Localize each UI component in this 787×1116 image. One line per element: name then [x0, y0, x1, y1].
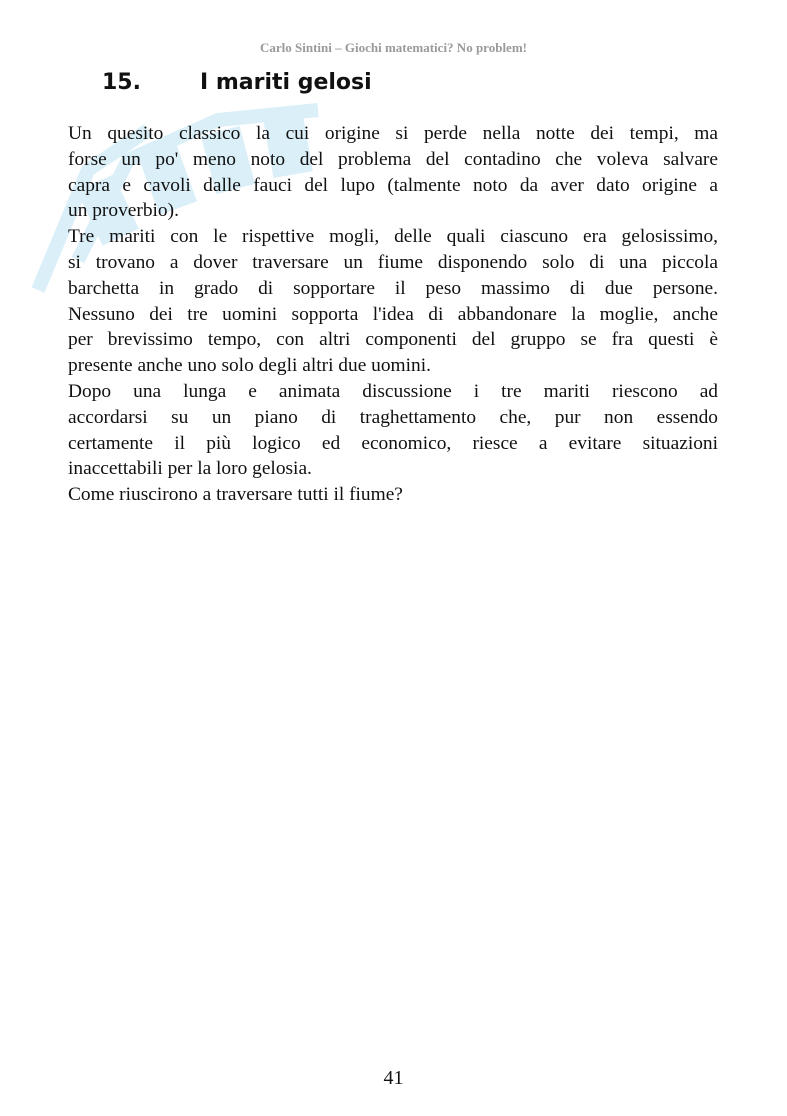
text-line: accordarsi su un piano di traghettamento che, pur non essendo — [68, 406, 718, 428]
paragraph — [68, 482, 718, 508]
chapter-heading — [102, 70, 372, 95]
text-line: forse un po' meno noto del problema del contadino che voleva salvare — [68, 148, 718, 170]
text-line: per brevissimo tempo, con altri componenti del gruppo se fra questi è — [68, 329, 718, 351]
chapter-number: 15. — [102, 70, 141, 95]
text-line: Come riuscirono a traversare tutti il fiume? — [68, 484, 403, 506]
text-line: un proverbio). — [68, 200, 179, 222]
text-line: si trovano a dover traversare un fiume disponendo solo di una piccola — [68, 251, 718, 273]
text-line: Un quesito classico la cui origine si perde nella notte dei tempi, ma — [68, 123, 718, 144]
text-line: capra e cavoli dalle fauci del lupo (talmente noto da aver dato origine a — [68, 174, 718, 196]
text-line: barchetta in grado di sopportare il peso massimo di due persone. — [68, 277, 718, 299]
paragraph — [68, 224, 718, 379]
paragraph — [68, 121, 718, 224]
text-line: inaccettabili per la loro gelosia. — [68, 458, 312, 480]
text-line: Tre mariti con le rispettive mogli, delle quali ciascuno era gelosissimo, — [68, 226, 718, 248]
paragraph — [68, 379, 718, 482]
running-header: Carlo Sintini – Giochi matematici? No problem! — [260, 40, 527, 55]
text-line: certamente il più logico ed economico, riesce a evitare situazioni — [68, 432, 718, 454]
body-text — [68, 121, 718, 508]
text-line: presente anche uno solo degli altri due uomini. — [68, 355, 431, 377]
chapter-title: I mariti gelosi — [200, 70, 372, 95]
text-line: Nessuno dei tre uomini sopporta l'idea di abbandonare la moglie, anche — [68, 303, 718, 325]
text-line: Dopo una lunga e animata discussione i tre mariti riescono ad — [68, 380, 718, 402]
page-number: 41 — [383, 1067, 404, 1089]
